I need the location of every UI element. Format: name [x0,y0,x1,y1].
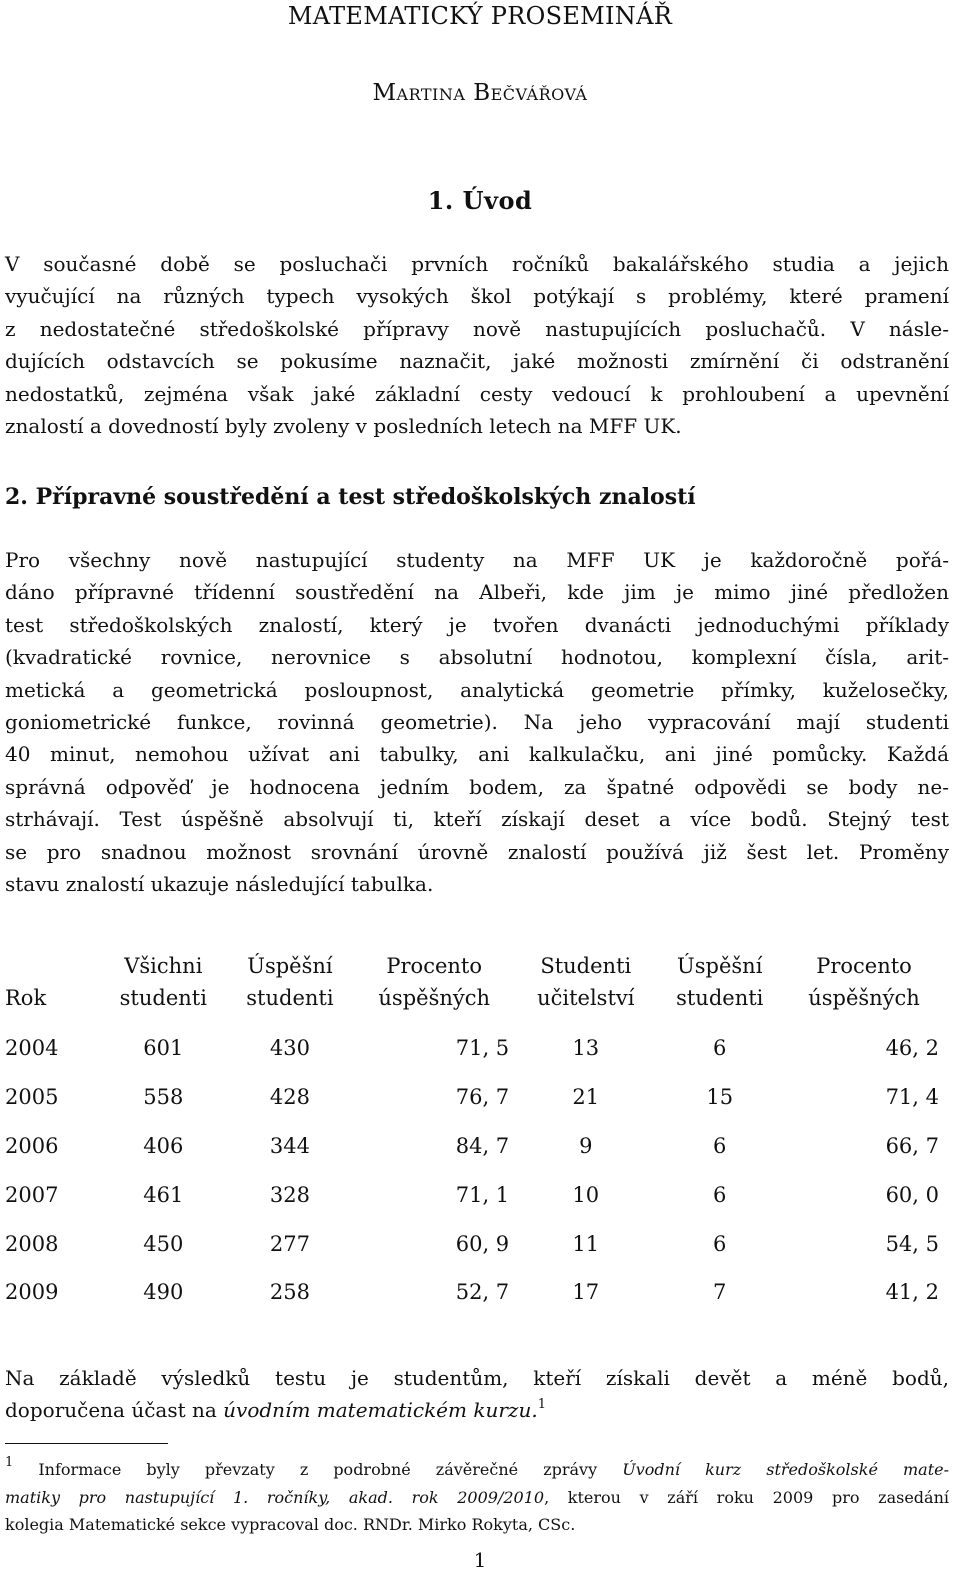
table-row [5,1073,945,1122]
footnote [5,1456,949,1539]
paragraph-line: metická a geometrická posloupnost, analytická geometrie přímky, kuželosečky, [5,677,949,702]
cell-procento: 52, 7 [455,1280,510,1305]
intro-paragraph [5,248,949,442]
header-uspesni-studenti: Úspěšní studenti [246,954,334,1010]
paragraph-line: dujících odstavcích se pokusíme naznačit, jaké možnosti zmírnění či odstranění [5,349,949,374]
table-row [5,1219,945,1268]
cell-vsichni: 406 [143,1133,184,1158]
paragraph-line: test středoškolských znalostí, který je tvořen dvanácti jednoduchými příklady [5,612,949,637]
cell-ucitelstvi: 13 [572,1036,600,1061]
cell-uspesni: 277 [269,1231,310,1256]
footnote-line: matiky pro nastupující 1. ročníky, akad. rok 2009/2010, kterou v září roku 2009 pro zasedání [5,1487,950,1507]
cell-vsichni: 490 [143,1280,184,1305]
cell-ucitelstvi: 10 [572,1182,600,1207]
paragraph-line: z nedostatečné středoškolské přípravy nově nastupujících posluchačů. V násle- [5,316,949,341]
cell-procento-ucitelstvi: 60, 0 [885,1182,939,1207]
header-procento-ucitelstvi: Procento úspěšných [808,954,920,1010]
cell-rok: 2005 [5,1085,59,1110]
cell-ucitelstvi: 21 [572,1085,600,1110]
cell-rok: 2009 [5,1280,59,1305]
paragraph-line: znalostí a dovedností byly zvoleny v posledních letech na MFF UK. [5,414,682,439]
cell-rok: 2004 [5,1036,59,1061]
cell-ucitelstvi: 9 [579,1133,593,1158]
paragraph-line: vyučující na různých typech vysokých škol potýkají s problémy, které pramení [5,284,949,309]
cell-uspesni: 344 [269,1133,310,1158]
cell-procento: 84, 7 [455,1133,510,1158]
section-heading-pripravne: 2. Přípravné soustředění a test středoškolských znalostí [5,484,696,510]
cell-vsichni: 558 [143,1085,184,1110]
header-uspesni-ucitelstvi: Úspěšní studenti [676,954,764,1010]
cell-procento: 71, 1 [455,1182,510,1207]
paragraph-line: stavu znalostí ukazuje následující tabulka. [5,872,434,897]
cell-uspesni-ucitelstvi: 6 [713,1182,727,1207]
table-row [5,1268,945,1317]
paragraph-line: dáno přípravné třídenní soustředění na Albeři, kde jim je mimo jiné předložen [5,580,949,605]
header-procento-uspesnych: Procento úspěšných [378,954,491,1010]
cell-procento-ucitelstvi: 46, 2 [885,1036,939,1061]
cell-uspesni-ucitelstvi: 6 [713,1133,727,1158]
paragraph-line: (kvadratické rovnice, nerovnice s absolutní hodnotou, komplexní čísla, arit- [5,645,949,670]
paragraph-line: správná odpověď je hodnocena jedním bodem, za špatné odpovědi se body ne- [5,774,949,799]
cell-uspesni-ucitelstvi: 6 [713,1231,727,1256]
document-title: MATEMATICKÝ PROSEMINÁŘ [287,2,673,30]
table-header-row [5,950,945,1014]
course-name: úvodním matematickém kurzu. [223,1398,538,1423]
paragraph-line: Na základě výsledků testu je studentům, kteří získali devět a méně bodů, [5,1366,949,1390]
cell-uspesni: 428 [269,1085,310,1110]
paragraph-line: goniometrické funkce, rovinná geometrie). Na jeho vypracování mají studenti [5,710,949,735]
cell-uspesni-ucitelstvi: 6 [713,1036,727,1061]
cell-vsichni: 601 [143,1036,184,1061]
cell-procento-ucitelstvi: 71, 4 [885,1085,939,1110]
cell-uspesni-ucitelstvi: 7 [713,1280,727,1305]
footnote-mark: 1 [5,1455,14,1470]
cell-vsichni: 450 [143,1231,184,1256]
table-row [5,1170,945,1219]
cell-rok: 2007 [5,1182,59,1207]
footnote-line: $^1$ Informace byly převzaty z podrobné závěrečné zprávy Úvodní kurz středoškolské mate- [5,1455,949,1479]
results-table [5,950,945,1317]
cell-uspesni-ucitelstvi: 15 [706,1085,734,1110]
cell-uspesni: 430 [269,1036,310,1061]
section-heading-uvod: 1. Úvod [427,186,533,215]
cell-procento: 71, 5 [455,1036,510,1061]
paragraph-line: se pro snadnou možnost srovnání úrovně znalostí používá již šest let. Proměny [5,839,949,864]
header-vsichni-studenti: Všichni studenti [119,954,207,1010]
paragraph-line: V současné době se posluchači prvních ročníků bakalářského studia a jejich [5,252,949,276]
closing-paragraph [5,1362,949,1427]
footnote-rule [5,1443,168,1444]
cell-procento: 60, 9 [455,1231,510,1256]
cell-procento-ucitelstvi: 41, 2 [885,1280,939,1305]
paragraph-line: nedostatků, zejména však jaké základní cesty vedoucí k prohloubení a upevnění [5,381,949,406]
cell-ucitelstvi: 11 [572,1231,600,1256]
cell-uspesni: 328 [269,1182,310,1207]
cell-procento-ucitelstvi: 66, 7 [885,1133,939,1158]
paragraph-line: 40 minut, nemohou užívat ani tabulky, ani kalkulačku, ani jiné pomůcky. Každá [5,742,949,767]
table-row [5,1014,945,1073]
header-studenti-ucitelstvi: Studenti učitelství [537,954,635,1010]
cell-uspesni: 258 [269,1280,310,1305]
table-row [5,1122,945,1171]
test-paragraph [5,544,949,900]
page-number: 1 [473,1548,487,1572]
paragraph-line: Pro všechny nově nastupující studenty na MFF UK je každoročně pořá- [5,548,949,572]
cell-procento-ucitelstvi: 54, 5 [885,1231,939,1256]
cell-vsichni: 461 [143,1182,184,1207]
cell-ucitelstvi: 17 [572,1280,600,1305]
footnote-line: kolegia Matematické sekce vypracoval doc. RNDr. Mirko Rokyta, CSc. [5,1515,576,1534]
paragraph-line: doporučena účast na úvodním matematickém kurzu.$^1$ [5,1397,546,1423]
author-name: Martina Bečvářová [372,80,588,106]
cell-rok: 2006 [5,1133,59,1158]
cell-procento: 76, 7 [455,1085,510,1110]
header-rok: Rok [5,986,47,1010]
paragraph-line: strhávají. Test úspěšně absolvují ti, kteří získají deset a více bodů. Stejný test [5,807,949,832]
footnote-reference[interactable]: 1 [537,1397,546,1413]
cell-rok: 2008 [5,1231,59,1256]
table-body [5,1014,945,1317]
